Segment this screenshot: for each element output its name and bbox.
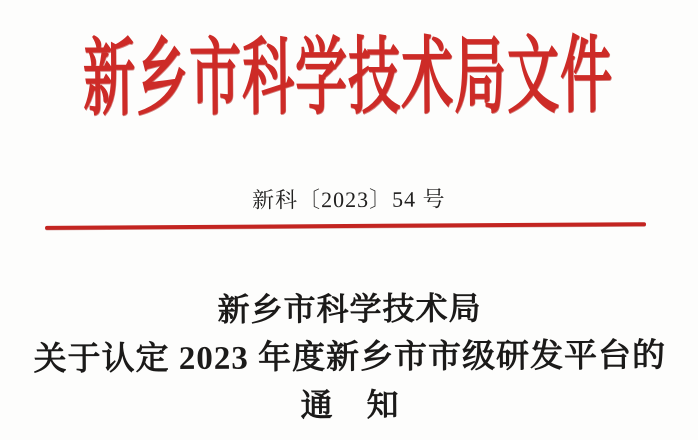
notice-title-line1: 新乡市科学技术局 [217,290,482,328]
letterhead-title: 新乡市科学技术局文件 [82,31,614,127]
notice-title-line2: 关于认定 2023 年度新乡市市级研发平台的 [33,338,667,378]
notice-title-line3: 通 知 [300,386,400,424]
document-number: 新科〔2023〕54 号 [252,186,446,213]
red-divider-rule [45,222,646,230]
